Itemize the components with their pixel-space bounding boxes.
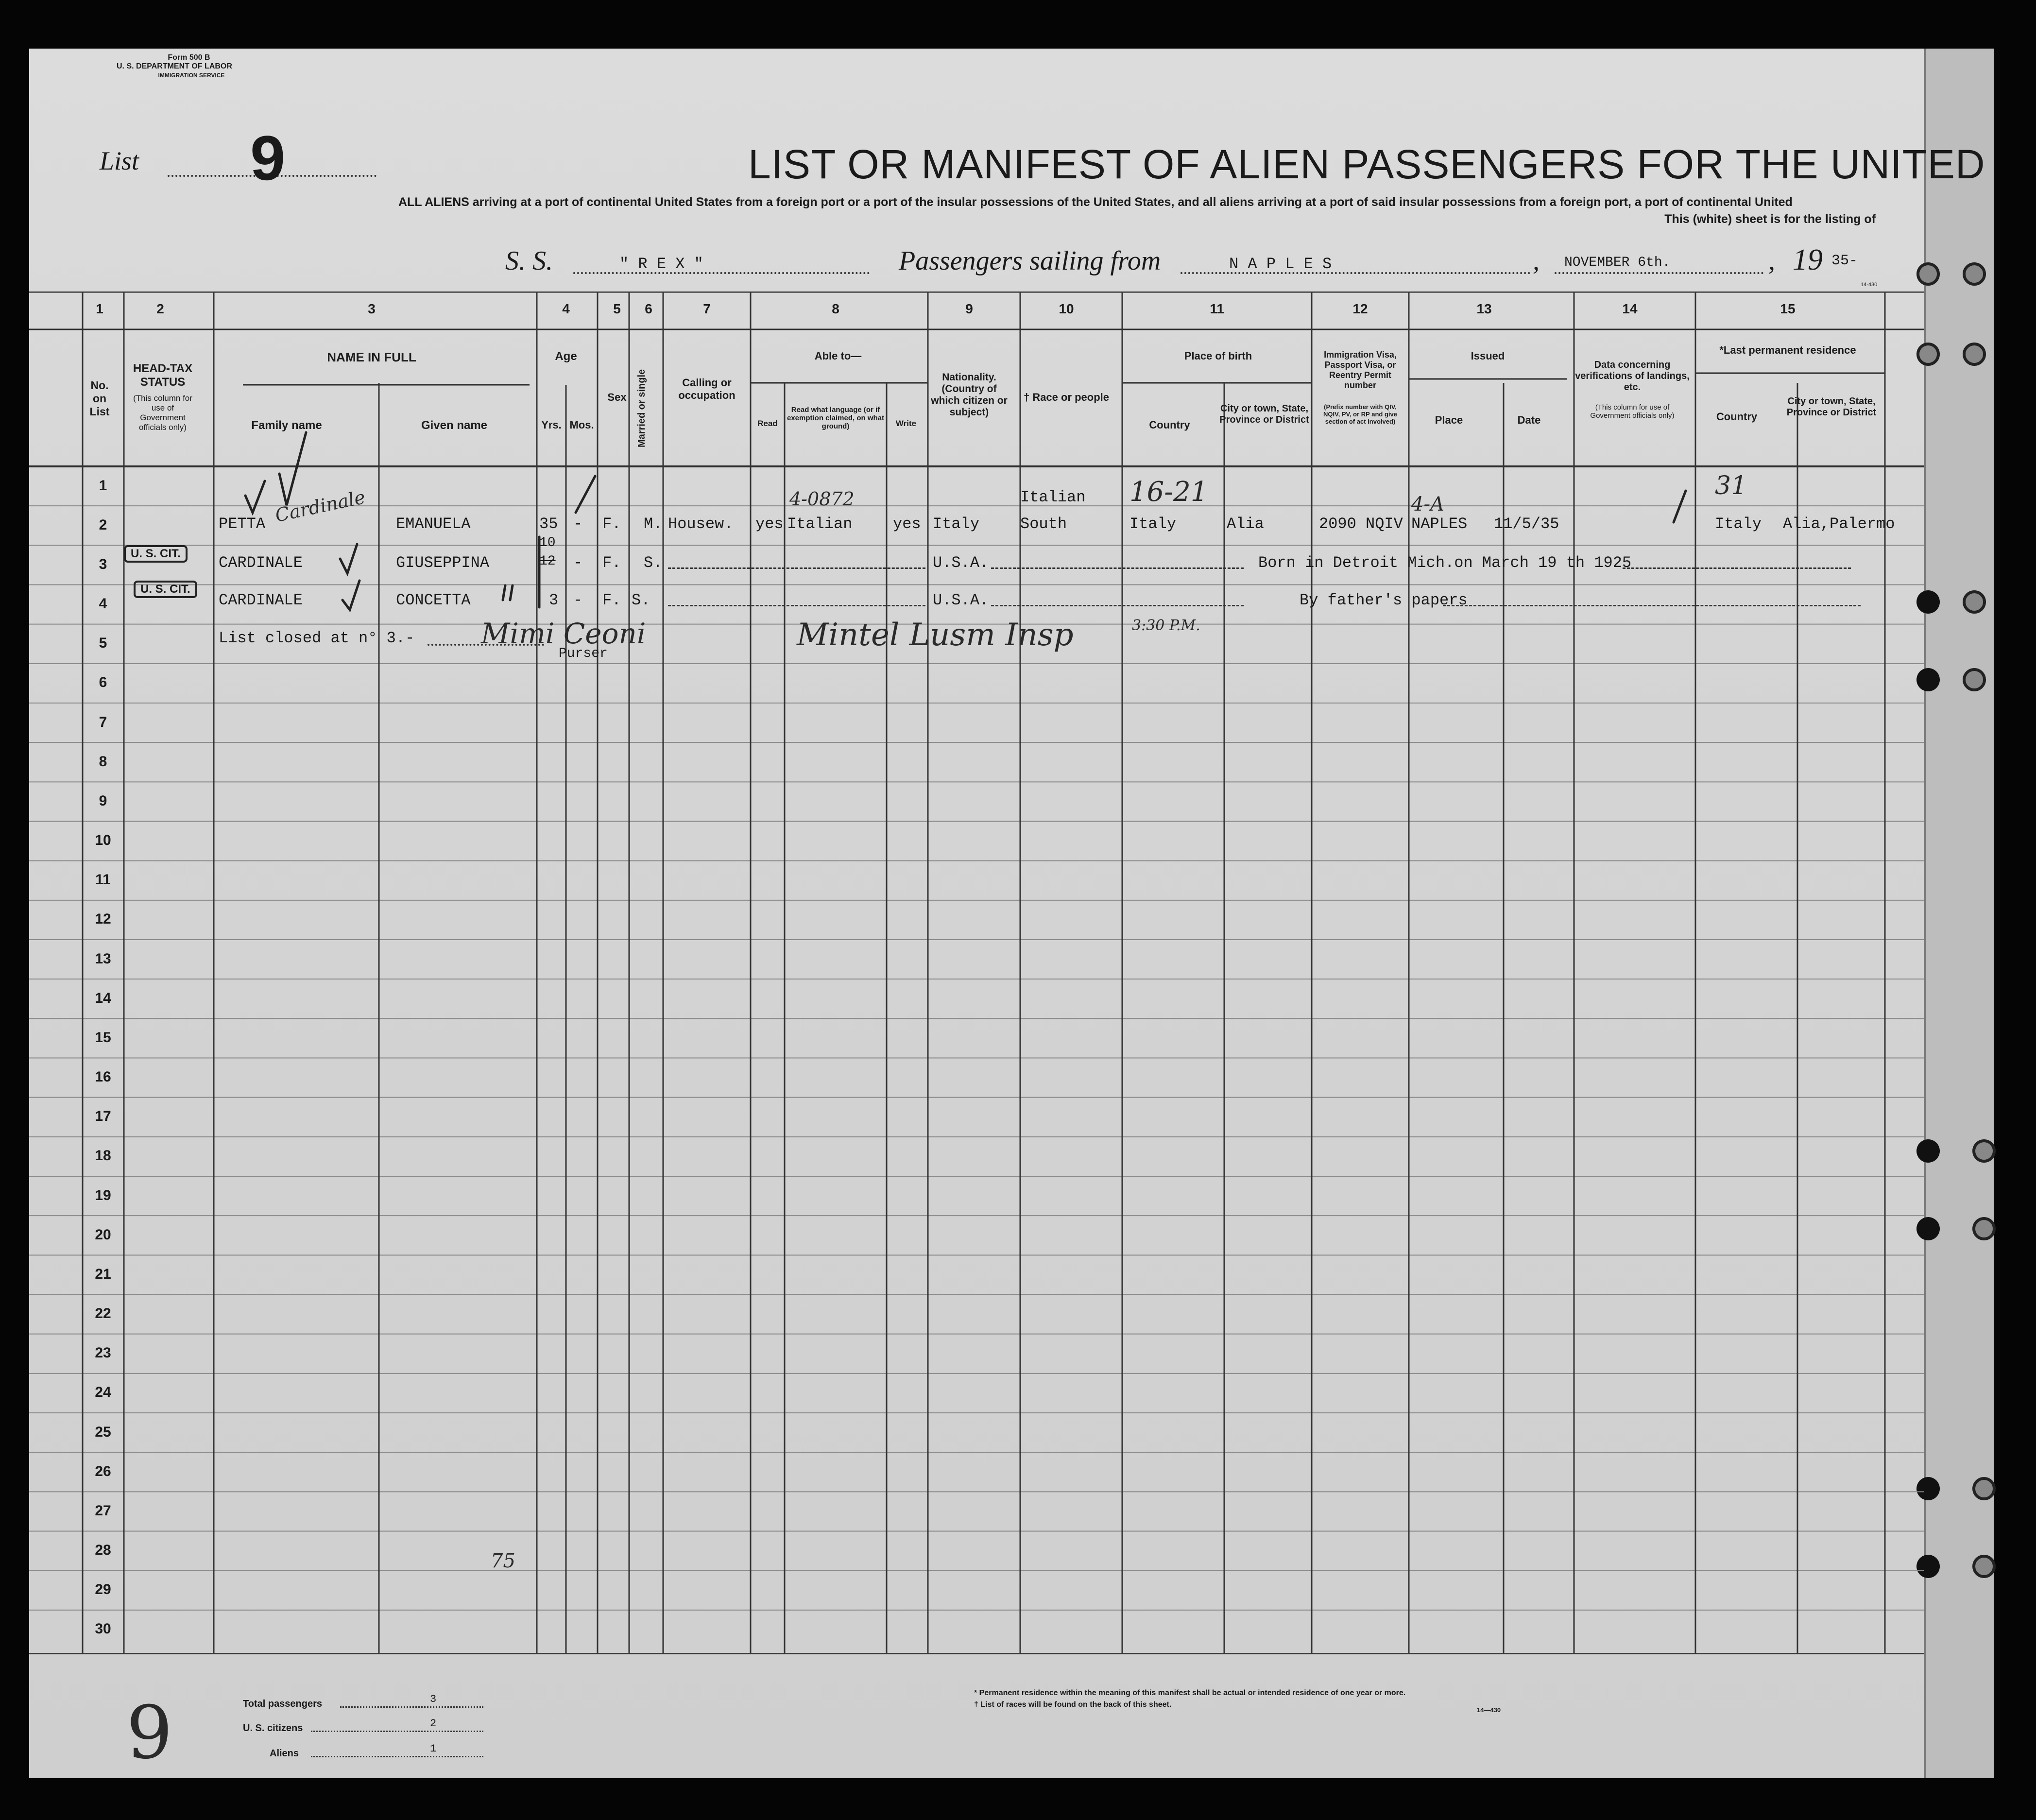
cell-issued-date: 11/5/35 — [1494, 515, 1559, 533]
row-number: 19 — [95, 1187, 111, 1203]
row-number: 15 — [95, 1029, 111, 1046]
colnum-4: 4 — [562, 301, 570, 316]
row-number: 9 — [99, 792, 107, 809]
header-birth-country: Country — [1149, 419, 1190, 431]
check-mark-icon — [245, 481, 265, 513]
colnum-3: 3 — [368, 301, 376, 316]
cell-family-name: CARDINALE — [219, 591, 303, 609]
footnote-races: † List of races will be found on the back of this sheet. — [974, 1700, 1172, 1709]
cell-write: yes — [893, 515, 921, 533]
header-read-language: Read what language (or if exemption claimed, on what ground) — [787, 406, 885, 430]
ditto-mark-icon — [510, 585, 513, 600]
header-race: † Race or people — [1023, 391, 1110, 403]
cell-residence-city: Alia,Palermo — [1783, 515, 1895, 533]
header-given-name: Given name — [421, 419, 488, 432]
row-number: 24 — [95, 1384, 111, 1401]
cell-nationality: U.S.A. — [933, 554, 989, 572]
footnote-form-code: 14—430 — [1477, 1706, 1501, 1714]
row-number: 16 — [95, 1069, 111, 1085]
handwritten-page-number: 75 — [491, 1550, 515, 1572]
colnum-12: 12 — [1352, 301, 1368, 316]
cell-nationality: U.S.A. — [933, 591, 989, 609]
row-number: 30 — [95, 1621, 111, 1637]
inspector-signature: Mintel Lusm Insp — [797, 617, 1074, 653]
footnote-residence: * Permanent residence within the meaning of this manifest shall be actual or intended residence of one year or more. — [974, 1689, 1406, 1697]
colnum-1: 1 — [96, 301, 103, 316]
manifest-subtitle-1: ALL ALIENS arriving at a port of continental United States from a foreign port or a port of the insular possessions of the United States, and all aliens arriving at a port of said insular possessions from a foreign port, a port of continental United — [398, 195, 1793, 209]
departure-port: N A P L E S — [1229, 255, 1332, 273]
cell-remark: By father's papers — [1300, 591, 1468, 609]
cell-married: S. — [632, 591, 650, 609]
row-number: 5 — [99, 635, 107, 652]
row-number: 20 — [95, 1226, 111, 1243]
row-number: 25 — [95, 1424, 111, 1440]
ss-label: S. S. — [505, 246, 553, 276]
cell-visa: 2090 NQIV — [1319, 515, 1403, 533]
tick-stroke-icon — [1674, 491, 1686, 522]
colnum-9: 9 — [965, 301, 973, 316]
colnum-6: 6 — [645, 301, 652, 316]
cell-age-mos: - — [573, 515, 583, 533]
total-passengers-value: 3 — [430, 1693, 437, 1705]
header-residence-city: City or town, State, Province or District — [1786, 396, 1877, 418]
colnum-5: 5 — [613, 301, 621, 316]
sailing-label: Passengers sailing from — [899, 246, 1161, 276]
cell-sex: F. — [602, 591, 621, 609]
handwritten-code: 4-A — [1411, 493, 1444, 515]
row-number: 6 — [99, 674, 107, 691]
header-issued-place: Place — [1435, 414, 1463, 426]
list-number: 9 — [250, 122, 286, 193]
department-name: U. S. DEPARTMENT OF LABOR — [117, 62, 232, 70]
header-residence-country: Country — [1716, 411, 1758, 423]
colnum-7: 7 — [703, 301, 711, 316]
cell-age-yrs: 3 — [549, 591, 559, 609]
us-citizens-label: U. S. citizens — [243, 1723, 303, 1734]
cell-nationality: Italy — [933, 515, 980, 533]
header-write: Write — [895, 419, 917, 428]
row-number: 21 — [95, 1266, 111, 1282]
header-able-to: Able to— — [814, 350, 862, 362]
list-closed-text: List closed at n° 3.- — [219, 629, 415, 647]
check-mark-icon — [340, 544, 357, 573]
row-number: 2 — [99, 516, 107, 533]
colnum-10: 10 — [1059, 301, 1074, 316]
cell-race: South — [1020, 515, 1067, 533]
row-number: 26 — [95, 1463, 111, 1479]
header-calling: Calling or occupation — [678, 377, 736, 401]
cell-age-mos: - — [573, 554, 583, 572]
cell-married: M. — [644, 515, 663, 533]
colnum-2: 2 — [156, 301, 164, 316]
header-nationality: Nationality. (Country of which citizen or subject) — [931, 372, 1008, 418]
row-number: 17 — [95, 1108, 111, 1125]
header-birth-city: City or town, State, Province or District — [1219, 403, 1309, 425]
cell-birth-country: Italy — [1129, 515, 1177, 533]
cell-sex: F. — [602, 554, 621, 572]
header-no-on-list: No. on List — [89, 379, 110, 418]
row-number: 27 — [95, 1502, 111, 1519]
handwritten-cardinale: Cardinale — [273, 486, 367, 527]
aliens-label: Aliens — [270, 1748, 299, 1759]
cell-read: yes — [755, 515, 784, 533]
year-prefix: 19 — [1793, 243, 1823, 276]
row-number: 7 — [99, 714, 107, 730]
purser-signature: Mimi Ceoni — [481, 617, 646, 650]
service-name: IMMIGRATION SERVICE — [158, 72, 225, 79]
colnum-13: 13 — [1476, 301, 1492, 316]
header-head-tax-note: (This column for use of Government officials only) — [133, 394, 192, 432]
cell-family-name: PETTA — [219, 515, 266, 533]
header-place-of-birth: Place of birth — [1184, 350, 1252, 362]
row-number: 18 — [95, 1148, 111, 1164]
cell-given-name: GIUSEPPINA — [396, 554, 490, 572]
header-yrs: Yrs. — [541, 419, 562, 431]
cell-language: Italian — [787, 515, 853, 533]
header-visa: Immigration Visa, Passport Visa, or Reentry Permit number — [1324, 350, 1397, 390]
manifest-subtitle-2: This (white) sheet is for the listing of — [1664, 212, 1876, 226]
colnum-15: 15 — [1780, 301, 1796, 316]
row-number: 11 — [95, 872, 111, 888]
cell-birth-city: Alia — [1227, 515, 1264, 533]
cell-age-yrs: 35 — [539, 515, 558, 533]
header-family-name: Family name — [251, 419, 322, 432]
colnum-8: 8 — [832, 301, 839, 316]
row-number: 13 — [95, 950, 111, 967]
cell-remark: Born in Detroit Mich.on March 19 th 1925 — [1258, 554, 1632, 572]
header-read: Read — [757, 419, 778, 428]
total-passengers-label: Total passengers — [243, 1699, 323, 1709]
cell-age-yrs-struck: 12 — [539, 554, 556, 569]
handwritten-code: 31 — [1715, 471, 1747, 500]
total-dots — [340, 1706, 483, 1708]
row-number: 29 — [95, 1581, 111, 1598]
row-number: 22 — [95, 1305, 111, 1322]
ship-name: " R E X " — [619, 255, 703, 273]
handwritten-code: 16-21 — [1129, 476, 1208, 508]
header-married: Married or single — [636, 369, 647, 447]
purser-label: Purser — [559, 646, 608, 661]
cell-married: S. — [644, 554, 663, 572]
check-mark-icon — [279, 432, 306, 505]
header-name-in-full: NAME IN FULL — [327, 350, 416, 364]
total-dots — [311, 1756, 483, 1757]
aliens-value: 1 — [430, 1743, 437, 1755]
us-citizen-stamp: U. S. CIT. — [124, 545, 188, 563]
handwritten-time: 3:30 P.M. — [1132, 617, 1200, 634]
handwritten-code: 4-0872 — [789, 488, 855, 510]
us-citizens-value: 2 — [430, 1717, 437, 1730]
ditto-mark-icon — [503, 585, 505, 600]
manifest-title: LIST OR MANIFEST OF ALIEN PASSENGERS FOR THE UNITED — [748, 141, 1985, 187]
row-number: 23 — [95, 1345, 111, 1361]
header-last-residence: *Last permanent residence — [1719, 344, 1856, 356]
header-visa-note: (Prefix number with QIV, NQIV, PV, or RP and give section of act involved) — [1323, 403, 1397, 425]
departure-date: NOVEMBER 6th. — [1564, 255, 1671, 270]
tick-stroke-icon — [576, 476, 595, 513]
header-sex: Sex — [607, 391, 627, 403]
row-number: 1 — [99, 477, 107, 494]
colnum-14: 14 — [1622, 301, 1638, 316]
cell-residence-country: Italy — [1715, 515, 1762, 533]
row-number: 4 — [99, 596, 107, 612]
form-number: Form 500 B — [168, 53, 210, 62]
us-citizen-stamp: U. S. CIT. — [134, 581, 197, 598]
row-number: 12 — [95, 911, 111, 927]
form-code-small: 14-430 — [1861, 282, 1878, 288]
header-issued-date: Date — [1517, 414, 1541, 426]
cell-age-yrs: 10 — [539, 535, 556, 550]
header-landing-note: (This column for use of Government officials only) — [1590, 403, 1675, 420]
cell-given-name: CONCETTA — [396, 591, 471, 609]
list-label: List — [100, 146, 139, 175]
header-head-tax: HEAD-TAX STATUS — [133, 362, 193, 389]
year-suffix: 35- — [1831, 253, 1858, 269]
header-mos: Mos. — [569, 419, 594, 431]
total-dots — [311, 1731, 483, 1732]
row-number: 10 — [95, 832, 111, 849]
cell-age-mos: - — [573, 591, 583, 609]
header-landing-data: Data concerning verifications of landings, etc. — [1575, 360, 1690, 393]
row-number: 3 — [99, 556, 107, 572]
cell-calling: Housew. — [668, 515, 734, 533]
cell-race-top: Italian — [1020, 488, 1086, 506]
row-number: 28 — [95, 1542, 111, 1559]
header-issued: Issued — [1471, 350, 1505, 362]
cell-issued-place: NAPLES — [1411, 515, 1468, 533]
header-age: Age — [555, 350, 577, 363]
row-number: 14 — [95, 990, 111, 1006]
row-number: 8 — [99, 753, 107, 770]
cell-sex: F. — [602, 515, 621, 533]
colnum-11: 11 — [1210, 301, 1224, 316]
cell-given-name: EMANUELA — [396, 515, 471, 533]
cell-family-name: CARDINALE — [219, 554, 303, 572]
check-mark-icon — [342, 581, 359, 610]
handwritten-margin-number: 9 — [126, 1691, 173, 1775]
